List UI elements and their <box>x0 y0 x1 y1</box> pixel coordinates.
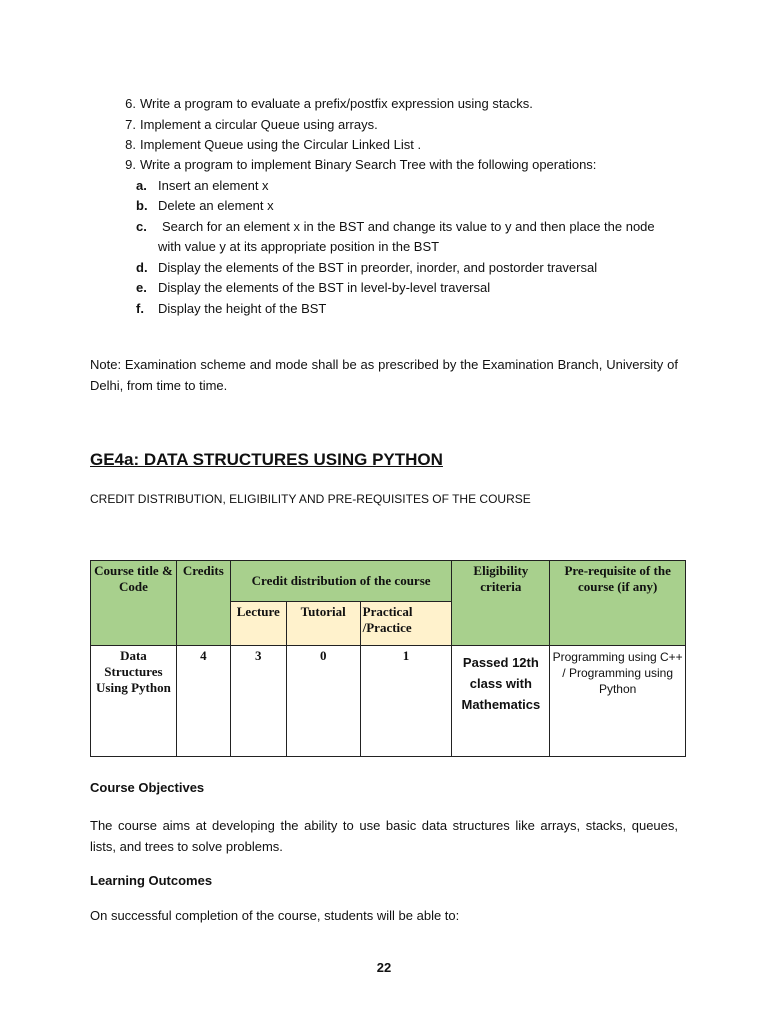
cell-lecture: 3 <box>230 646 286 757</box>
outcomes-text: On successful completion of the course, students will be able to: <box>90 908 460 923</box>
cell-tutorial: 0 <box>286 646 360 757</box>
credit-distribution-subheading: CREDIT DISTRIBUTION, ELIGIBILITY AND PRE-REQUISITES OF THE COURSE <box>90 492 531 506</box>
cell-credits: 4 <box>176 646 230 757</box>
cell-practical: 1 <box>360 646 452 757</box>
sublist-text: with value y at its appropriate position in the BST <box>158 239 440 254</box>
credit-distribution-table <box>90 560 686 757</box>
header-tutorial: Tutorial <box>286 602 360 646</box>
objectives-title: Course Objectives <box>90 780 205 795</box>
list-number: 8. <box>125 137 136 152</box>
sublist-text: Search for an element x in the BST and change its value to y and then place the node <box>162 219 655 234</box>
header-credit-distribution: Credit distribution of the course <box>230 561 452 602</box>
sublist-text: Display the elements of the BST in level-by-level traversal <box>158 280 491 295</box>
list-number: 9. <box>125 157 136 172</box>
course-heading: GE4a: DATA STRUCTURES USING PYTHON <box>90 450 443 469</box>
sublist-letter: f. <box>136 301 144 316</box>
header-eligibility: Eligibility criteria <box>452 561 550 646</box>
list-text: Write a program to evaluate a prefix/postfix expression using stacks. <box>140 96 533 111</box>
list-number: 6. <box>125 96 136 111</box>
header-practical: Practical /Practice <box>360 602 452 646</box>
sublist-letter: a. <box>136 178 147 193</box>
outcomes-title: Learning Outcomes <box>90 873 213 888</box>
header-prerequisite: Pre-requisite of the course (if any) <box>550 561 686 646</box>
sublist-letter: d. <box>136 260 148 275</box>
table-row <box>91 646 686 757</box>
sublist-item-c-continued <box>158 238 439 255</box>
note-paragraph: Note: Examination scheme and mode shall be as prescribed by the Examination Branch, University of Delhi, from time to time. <box>90 357 678 393</box>
sublist-text: Display the elements of the BST in preorder, inorder, and postorder traversal <box>158 260 598 275</box>
sublist-text: Display the height of the BST <box>158 301 327 316</box>
sublist-letter: e. <box>136 280 147 295</box>
cell-prerequisite: Programming using C++ / Programming using Python <box>550 646 686 757</box>
list-text: Implement a circular Queue using arrays. <box>140 117 378 132</box>
list-text: Write a program to implement Binary Search Tree with the following operations: <box>140 157 597 172</box>
sublist-text: Delete an element x <box>158 198 274 213</box>
sublist-text: Insert an element x <box>158 178 269 193</box>
header-lecture: Lecture <box>230 602 286 646</box>
list-number: 7. <box>125 117 136 132</box>
cell-course-title: Data Structures Using Python <box>91 646 177 757</box>
header-course-title: Course title & Code <box>91 561 177 646</box>
objectives-text: The course aims at developing the ability to use basic data structures like arrays, stacks, queues, lists, and trees to solve problems. <box>90 818 678 854</box>
header-credits: Credits <box>176 561 230 646</box>
sublist-letter: b. <box>136 198 148 213</box>
cell-eligibility: Passed 12th class with Mathematics <box>452 646 550 757</box>
sublist-letter: c. <box>136 219 147 234</box>
list-text: Implement Queue using the Circular Linked List . <box>140 137 422 152</box>
page-number: 22 <box>376 960 392 975</box>
